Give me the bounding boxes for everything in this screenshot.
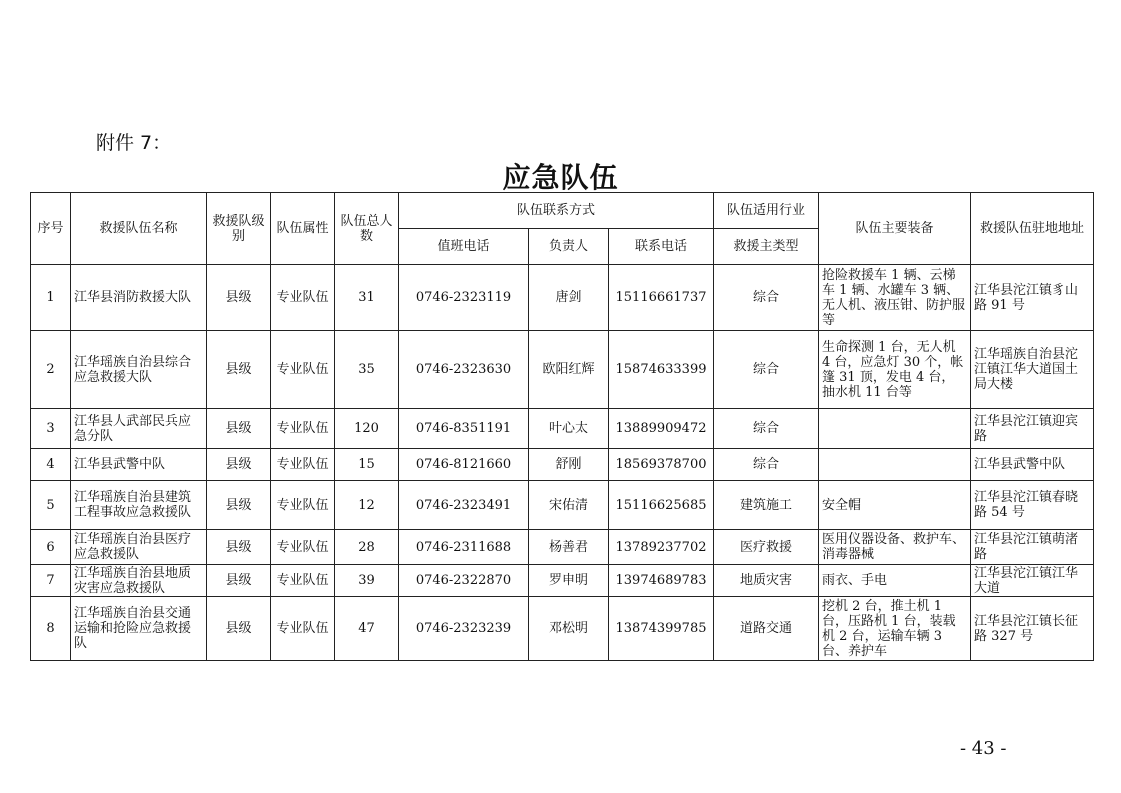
cell-level: 县级 xyxy=(207,481,271,530)
cell-headcount: 31 xyxy=(335,265,399,331)
cell-leader: 舒刚 xyxy=(529,449,609,481)
cell-contact-phone: 13789237702 xyxy=(609,530,714,565)
cell-equipment: 抢险救援车 1 辆、云梯车 1 辆、水罐车 3 辆、无人机、液压钳、防护服等 xyxy=(819,265,971,331)
cell-address: 江华县沱江镇迎宾路 xyxy=(971,409,1094,449)
header-seq: 序号 xyxy=(31,193,71,265)
cell-level: 县级 xyxy=(207,331,271,409)
table-row xyxy=(31,597,1094,661)
cell-duty-phone: 0746-2311688 xyxy=(399,530,529,565)
cell-equipment: 挖机 2 台，推土机 1 台，压路机 1 台，装载机 2 台，运输车辆 3 台、养护车 xyxy=(819,597,971,661)
header-leader: 负责人 xyxy=(529,229,609,265)
cell-duty-phone: 0746-2323630 xyxy=(399,331,529,409)
cell-duty-phone: 0746-8121660 xyxy=(399,449,529,481)
cell-rescue-type: 医疗救援 xyxy=(714,530,819,565)
table-row xyxy=(31,265,1094,331)
cell-duty-phone: 0746-2323491 xyxy=(399,481,529,530)
cell-attribute: 专业队伍 xyxy=(271,530,335,565)
header-address: 救援队伍驻地地址 xyxy=(971,193,1094,265)
page-number: - 43 - xyxy=(960,738,1007,759)
cell-address: 江华县沱江镇豸山路 91 号 xyxy=(971,265,1094,331)
cell-seq: 8 xyxy=(31,597,71,661)
cell-headcount: 47 xyxy=(335,597,399,661)
cell-address: 江华县沱江镇萌渚路 xyxy=(971,530,1094,565)
cell-team-name: 江华瑶族自治县建筑工程事故应急救援队 xyxy=(71,481,207,530)
cell-team-name: 江华县消防救援大队 xyxy=(71,265,207,331)
cell-rescue-type: 综合 xyxy=(714,265,819,331)
cell-seq: 7 xyxy=(31,565,71,597)
cell-seq: 6 xyxy=(31,530,71,565)
cell-team-name: 江华瑶族自治县医疗应急救援队 xyxy=(71,530,207,565)
cell-attribute: 专业队伍 xyxy=(271,265,335,331)
cell-address: 江华县沱江镇江华大道 xyxy=(971,565,1094,597)
cell-seq: 2 xyxy=(31,331,71,409)
cell-equipment xyxy=(819,409,971,449)
cell-team-name: 江华瑶族自治县交通运输和抢险应急救援队 xyxy=(71,597,207,661)
cell-address: 江华县武警中队 xyxy=(971,449,1094,481)
header-team-name: 救援队伍名称 xyxy=(71,193,207,265)
cell-rescue-type: 地质灾害 xyxy=(714,565,819,597)
table-row xyxy=(31,331,1094,409)
table-row xyxy=(31,565,1094,597)
cell-contact-phone: 15874633399 xyxy=(609,331,714,409)
cell-attribute: 专业队伍 xyxy=(271,409,335,449)
cell-level: 县级 xyxy=(207,597,271,661)
cell-level: 县级 xyxy=(207,409,271,449)
cell-equipment xyxy=(819,449,971,481)
cell-seq: 4 xyxy=(31,449,71,481)
cell-headcount: 28 xyxy=(335,530,399,565)
cell-leader: 欧阳红辉 xyxy=(529,331,609,409)
cell-headcount: 35 xyxy=(335,331,399,409)
cell-attribute: 专业队伍 xyxy=(271,449,335,481)
cell-headcount: 39 xyxy=(335,565,399,597)
cell-seq: 3 xyxy=(31,409,71,449)
cell-equipment: 安全帽 xyxy=(819,481,971,530)
cell-contact-phone: 13974689783 xyxy=(609,565,714,597)
cell-duty-phone: 0746-2322870 xyxy=(399,565,529,597)
cell-address: 江华县沱江镇长征路 327 号 xyxy=(971,597,1094,661)
header-equipment: 队伍主要装备 xyxy=(819,193,971,265)
cell-level: 县级 xyxy=(207,265,271,331)
emergency-teams-table xyxy=(30,192,1094,661)
cell-headcount: 15 xyxy=(335,449,399,481)
cell-leader: 宋佑清 xyxy=(529,481,609,530)
cell-equipment: 雨衣、手电 xyxy=(819,565,971,597)
header-attribute: 队伍属性 xyxy=(271,193,335,265)
table-row xyxy=(31,449,1094,481)
cell-attribute: 专业队伍 xyxy=(271,331,335,409)
cell-contact-phone: 15116661737 xyxy=(609,265,714,331)
cell-contact-phone: 18569378700 xyxy=(609,449,714,481)
cell-rescue-type: 建筑施工 xyxy=(714,481,819,530)
cell-team-name: 江华瑶族自治县地质灾害应急救援队 xyxy=(71,565,207,597)
cell-leader: 唐剑 xyxy=(529,265,609,331)
cell-team-name: 江华县武警中队 xyxy=(71,449,207,481)
cell-contact-phone: 13889909472 xyxy=(609,409,714,449)
cell-level: 县级 xyxy=(207,565,271,597)
cell-leader: 叶心太 xyxy=(529,409,609,449)
cell-rescue-type: 综合 xyxy=(714,331,819,409)
cell-level: 县级 xyxy=(207,530,271,565)
cell-equipment: 生命探测 1 台，无人机 4 台，应急灯 30 个，帐篷 31 顶，发电 4 台，抽水机 11 台等 xyxy=(819,331,971,409)
cell-rescue-type: 道路交通 xyxy=(714,597,819,661)
attachment-label: 附件 7： xyxy=(96,132,172,154)
cell-rescue-type: 综合 xyxy=(714,449,819,481)
header-duty-phone: 值班电话 xyxy=(399,229,529,265)
cell-equipment: 医用仪器设备、救护车、消毒器械 xyxy=(819,530,971,565)
cell-leader: 邓松明 xyxy=(529,597,609,661)
table-row xyxy=(31,481,1094,530)
cell-team-name: 江华县人武部民兵应急分队 xyxy=(71,409,207,449)
cell-team-name: 江华瑶族自治县综合应急救援大队 xyxy=(71,331,207,409)
header-level: 救援队级别 xyxy=(207,193,271,265)
table-row xyxy=(31,409,1094,449)
cell-headcount: 120 xyxy=(335,409,399,449)
header-industry: 队伍适用行业 xyxy=(714,193,819,229)
table-row xyxy=(31,530,1094,565)
header-rescue-type: 救援主类型 xyxy=(714,229,819,265)
header-headcount: 队伍总人数 xyxy=(335,193,399,265)
cell-seq: 5 xyxy=(31,481,71,530)
cell-duty-phone: 0746-2323239 xyxy=(399,597,529,661)
cell-contact-phone: 13874399785 xyxy=(609,597,714,661)
cell-level: 县级 xyxy=(207,449,271,481)
cell-seq: 1 xyxy=(31,265,71,331)
cell-contact-phone: 15116625685 xyxy=(609,481,714,530)
header-contact-group: 队伍联系方式 xyxy=(399,193,714,229)
cell-duty-phone: 0746-8351191 xyxy=(399,409,529,449)
cell-attribute: 专业队伍 xyxy=(271,481,335,530)
cell-duty-phone: 0746-2323119 xyxy=(399,265,529,331)
cell-headcount: 12 xyxy=(335,481,399,530)
cell-attribute: 专业队伍 xyxy=(271,597,335,661)
cell-address: 江华县沱江镇春晓路 54 号 xyxy=(971,481,1094,530)
cell-leader: 杨善君 xyxy=(529,530,609,565)
cell-attribute: 专业队伍 xyxy=(271,565,335,597)
cell-rescue-type: 综合 xyxy=(714,409,819,449)
cell-leader: 罗申明 xyxy=(529,565,609,597)
header-contact-phone: 联系电话 xyxy=(609,229,714,265)
cell-address: 江华瑶族自治县沱江镇江华大道国土局大楼 xyxy=(971,331,1094,409)
document-title: 应急队伍 xyxy=(502,161,619,194)
